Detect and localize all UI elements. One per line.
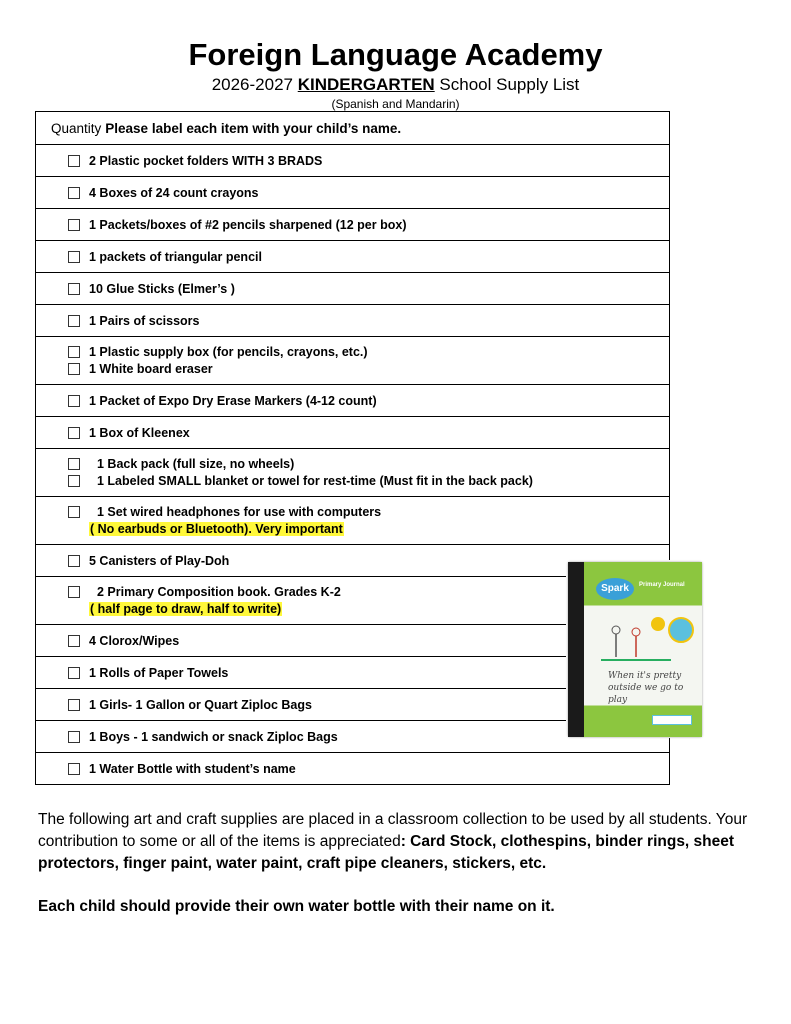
item-label: 1 Packet of Expo Dry Erase Markers (4-12 count) [89, 393, 377, 408]
checkbox[interactable] [68, 506, 80, 518]
checkbox[interactable] [68, 475, 80, 487]
table-row [36, 384, 669, 416]
table-row [36, 272, 669, 304]
item-label: 2 Plastic pocket folders WITH 3 BRADS [89, 153, 323, 168]
notebook-spine [568, 562, 584, 737]
checkbox[interactable] [68, 219, 80, 231]
brand-logo: Spark [596, 578, 634, 600]
checkbox[interactable] [68, 427, 80, 439]
item-label: 1 Back pack (full size, no wheels) [97, 457, 295, 471]
table-row [36, 144, 669, 176]
highlight-note: ( half page to draw, half to write) [90, 602, 282, 616]
item-label: 1 Girls- 1 Gallon or Quart Ziploc Bags [89, 697, 312, 712]
composition-book-image [566, 560, 703, 738]
checkbox[interactable] [68, 458, 80, 470]
item-label: 2 Primary Composition book. Grades K-2 [97, 585, 341, 599]
checkbox[interactable] [68, 395, 80, 407]
name-label-box [652, 715, 692, 725]
item-label: 1 Plastic supply box (for pencils, crayons, etc.) [89, 345, 368, 359]
highlight-note: ( No earbuds or Bluetooth). Very important [90, 522, 343, 536]
header-quantity: Quantity [51, 120, 102, 136]
checkbox[interactable] [68, 346, 80, 358]
header-instruction: Please label each item with your child’s name. [105, 120, 402, 136]
item-label: 1 White board eraser [89, 362, 213, 376]
table-row [36, 752, 669, 784]
table-row [36, 208, 669, 240]
checkbox[interactable] [68, 586, 80, 598]
item-label: 1 Pairs of scissors [89, 313, 200, 328]
subtitle-year: 2026-2027 [211, 75, 293, 94]
table-row [36, 496, 669, 544]
water-bottle-note: Each child should provide their own water bottle with their name on it. [38, 898, 555, 915]
item-label: 1 Labeled SMALL blanket or towel for rest-time (Must fit in the back pack) [97, 474, 533, 488]
table-row [36, 240, 669, 272]
item-label: 1 Rolls of Paper Towels [89, 665, 229, 680]
item-label: 1 packets of triangular pencil [89, 249, 262, 264]
cover-title: Primary Journal [639, 582, 685, 588]
checkbox[interactable] [68, 667, 80, 679]
languages-note: (Spanish and Mandarin) [331, 97, 460, 111]
checkbox[interactable] [68, 155, 80, 167]
checkbox[interactable] [68, 731, 80, 743]
item-label: 10 Glue Sticks (Elmer’s ) [89, 281, 235, 296]
child-drawing-icon [596, 612, 676, 672]
page-title: Foreign Language Academy [188, 37, 603, 72]
cover-handwriting: When it's pretty outside we go to play [608, 671, 684, 705]
item-label: 1 Boys - 1 sandwich or snack Ziploc Bags [89, 729, 338, 744]
table-row [36, 176, 669, 208]
item-label: 4 Boxes of 24 count crayons [89, 185, 259, 200]
table-row [36, 336, 669, 384]
checkbox[interactable] [68, 251, 80, 263]
notebook-front [584, 562, 702, 737]
table-row [36, 448, 669, 496]
checkbox[interactable] [68, 699, 80, 711]
para-lead: The following art and craft supplies are placed in a classroom collection to be used by all students. Your contribution to some or all of the items is appreciated [38, 811, 748, 850]
page-subtitle [0, 74, 791, 96]
item-label: 5 Canisters of Play-Doh [89, 553, 230, 568]
table-row [36, 304, 669, 336]
item-label: 4 Clorox/Wipes [89, 633, 180, 648]
item-label: 1 Water Bottle with student’s name [89, 761, 296, 776]
para-bold: : Card Stock, clothespins, binder rings, sheet protectors, finger paint, water paint, craft pipe cleaners, stickers, etc. [38, 833, 735, 872]
item-label: 1 Set wired headphones for use with computers [97, 505, 382, 519]
subtitle-rest: School Supply List [439, 75, 580, 94]
art-supplies-paragraph [38, 809, 758, 875]
checkbox[interactable] [68, 635, 80, 647]
table-row [36, 416, 669, 448]
checkbox[interactable] [68, 315, 80, 327]
item-label: 1 Box of Kleenex [89, 425, 190, 440]
checkbox[interactable] [68, 555, 80, 567]
checkbox[interactable] [68, 763, 80, 775]
subtitle-grade: KINDERGARTEN [297, 75, 435, 94]
table-header [36, 112, 669, 144]
notebook-cover [568, 562, 702, 737]
checkbox[interactable] [68, 187, 80, 199]
item-label: 1 Packets/boxes of #2 pencils sharpened (12 per box) [89, 217, 407, 232]
checkbox[interactable] [68, 283, 80, 295]
checkbox[interactable] [68, 363, 80, 375]
